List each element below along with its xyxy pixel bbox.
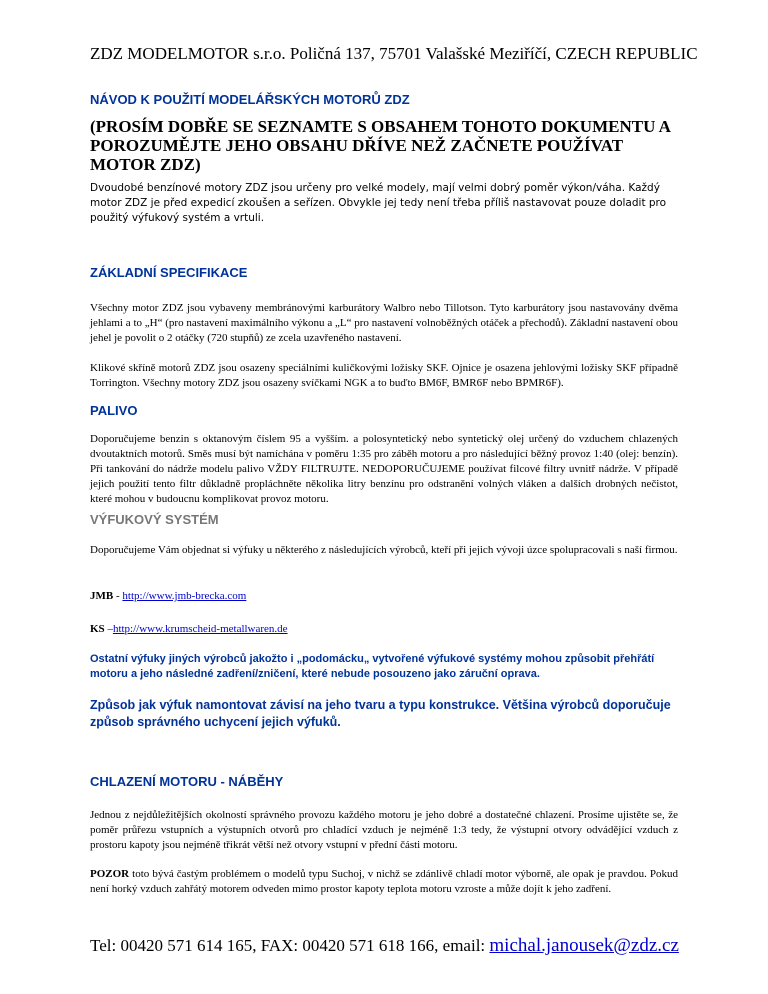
footer-email-link[interactable]: michal.janousek@zdz.cz <box>489 935 679 956</box>
footer-contact: Tel: 00420 571 614 165, FAX: 00420 571 618 166, email: <box>90 936 490 955</box>
ks-link[interactable]: http://www.krumscheid-metallwaren.de <box>112 623 288 635</box>
jmb-link[interactable]: http://www.jmb-brecka.com <box>122 590 247 602</box>
cooling-paragraph-1: Jednou z nejdůležitějších okolností správného provozu každého motoru je jeho dobré a dostatečné chlazení. Prosíme ujistěte se, že poměr průřezu vstupních a výstupních otvorů pro chladící vzduch je nejméně 1:3 tedy, že výstupní otvory odvádějící vzduch z prostoru kapoty jsou nejméně třikrát větší než otvory vstupní v přední části motoru. <box>90 809 678 851</box>
exhaust-warning-1: Ostatní výfuky jiných výrobců jakožto i „podomácku„ vytvořené výfukové systémy mohou způsobit přehřátí motoru a jeho následné zadření/zničení, které nebude posouzeno jako záruční oprava. <box>90 653 655 680</box>
jmb-separator: - <box>113 590 123 602</box>
ks-label: KS <box>90 623 105 635</box>
document-title: NÁVOD K POUŽITÍ MODELÁŘSKÝCH MOTORŮ ZDZ <box>90 92 410 107</box>
caution-label: POZOR <box>90 868 130 880</box>
page-header: ZDZ MODELMOTOR s.r.o. Poličná 137, 75701 Valašské Meziříčí, CZECH REPUBLIC <box>90 44 698 63</box>
spec-paragraph-2: Klikové skříně motorů ZDZ jsou osazeny speciálními kuličkovými ložisky SKF. Ojnice je osazena jehlovými ložisky SKF případně Torrington. Všechny motory ZDZ jsou osazeny svíčkami NGK a to buďto BM6F, BMR6F nebo BPMR6F). <box>90 362 678 389</box>
cooling-paragraph-2 <box>90 867 678 897</box>
ks-line <box>90 622 678 637</box>
jmb-label: JMB <box>90 590 114 602</box>
spec-paragraph-1: Všechny motor ZDZ jsou vybaveny membránovými karburátory Walbro nebo Tillotson. Tyto karburátory jsou nastavovány dvěma jehlami a to „H“ (pro nastavení maximálního výkonu a „L“ pro nastavení volnoběžných otáček a přechodů). Základní nastavení obou jehel je povolit o 2 otáčky (720 stupňů) ze zcela uzavřeného nastavení. <box>90 302 678 344</box>
exhaust-paragraph: Doporučujeme Vám objednat si výfuky u některého z následujících výrobců, kteří při jejich vývoji úzce spolupracovali s naší firmou. <box>90 544 678 556</box>
warning-heading: (PROSÍM DOBŘE SE SEZNAMTE S OBSAHEM TOHOTO DOKUMENTU A POROZUMĚJTE JEHO OBSAHU DŘÍVE NEŽ ZAČNETE POUŽÍVAT MOTOR ZDZ) <box>90 117 671 174</box>
cooling-heading: CHLAZENÍ MOTORU - NÁBĚHY <box>90 774 284 789</box>
exhaust-warning-2: Způsob jak výfuk namontovat závisí na jeho tvaru a typu konstrukce. Většina výrobců doporučuje způsob správného uchycení jejich výfuků. <box>90 698 671 729</box>
jmb-line <box>90 589 678 604</box>
exhaust-heading: VÝFUKOVÝ SYSTÉM <box>90 512 219 527</box>
fuel-heading: PALIVO <box>90 403 138 418</box>
ks-separator: – <box>104 623 113 635</box>
caution-text: toto bývá častým problémem o modelů typu Suchoj, v nichž se zdánlivě chladí motor výborně, ale opak je pravdou. Pokud není horký vzduch zahřátý motorem odveden mimo prostor kapoty teplota motoru vzroste a může dojít k jeho zadření. <box>90 868 678 895</box>
intro-paragraph: Dvoudobé benzínové motory ZDZ jsou určeny pro velké modely, mají velmi dobrý poměr výkon/váha. Každý motor ZDZ je před expedicí zkoušen a seřízen. Obvykle jej tedy není třeba příliš nastavovat pouze doladit pro použitý výfukový systém a vrtuli. <box>90 182 667 224</box>
fuel-paragraph: Doporučujeme benzin s oktanovým číslem 95 a vyšším. a polosyntetický nebo syntetický olej určený do vzduchem chlazených dvoutaktních motorů. Směs musí být namíchána v poměru 1:35 pro záběh motoru a pro následující běžný provoz 1:40 (olej: benzín). Při tankování do nádrže modelu palivo VŽDY FILTRUJTE. NEDOPORUČUJEME používat filcové filtry uvnitř nádrže. V případě jejich použití tento filtr důkladně propláchněte několika litry benzínu pro odstranění volných vláken a dalších drobných nečistot, které mohou v budoucnu komplikovat provoz motoru. <box>90 433 678 505</box>
spec-heading: ZÁKLADNÍ SPECIFIKACE <box>90 265 248 280</box>
page-footer <box>90 935 678 957</box>
